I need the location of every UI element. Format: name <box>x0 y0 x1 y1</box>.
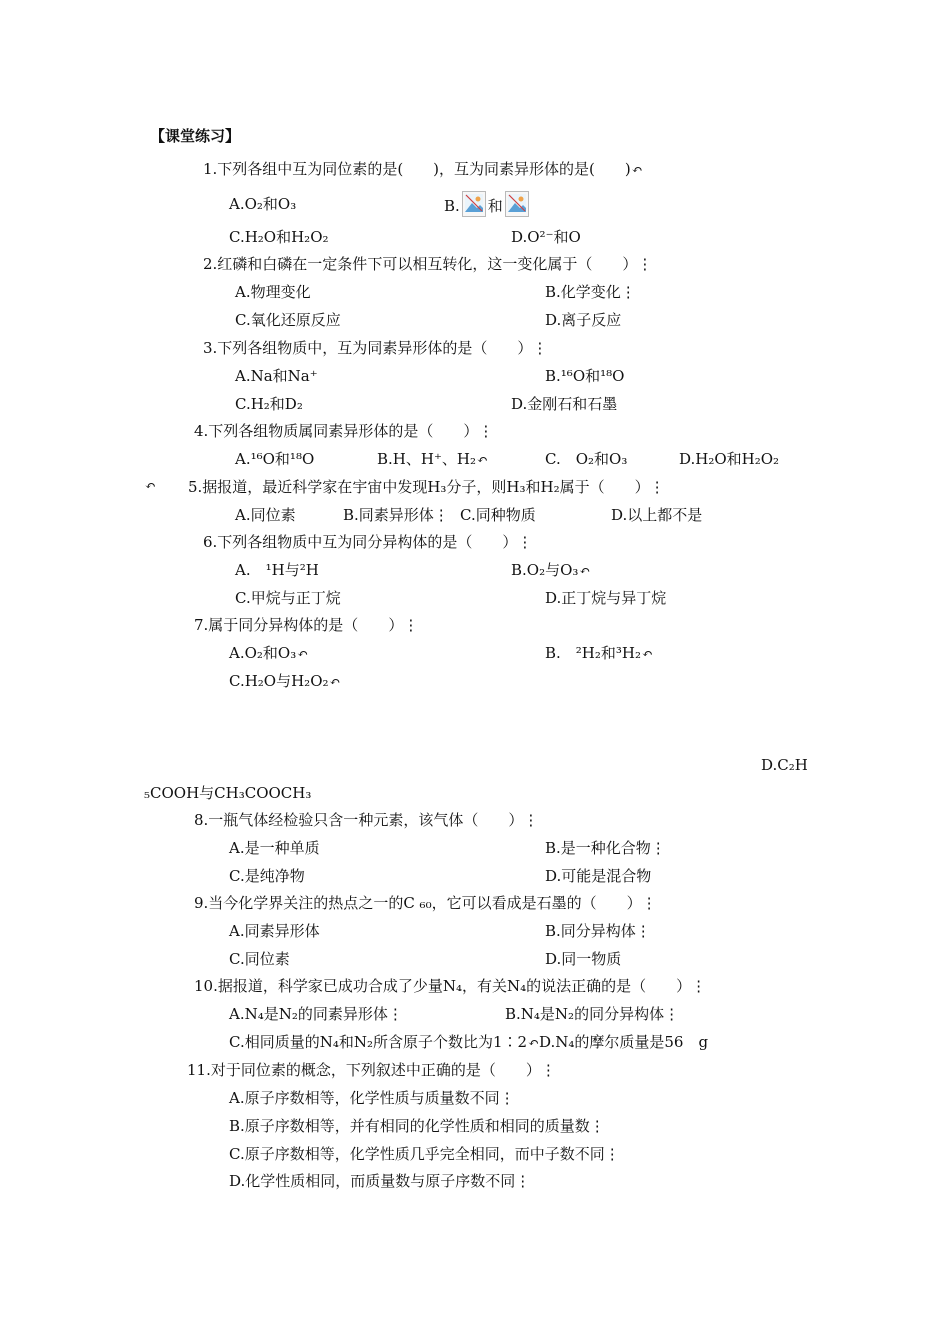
q5-option-b: B.同素异形体⋮ <box>343 506 449 524</box>
q6-option-c: C.甲烷与正丁烷 <box>235 589 341 607</box>
q4-option-c: C. O₂和O₃ <box>545 450 628 468</box>
return-marker-icon: ↶ <box>631 163 643 178</box>
q6-option-b-text: B.O₂与O₃ <box>511 561 579 579</box>
q10-option-c-d <box>229 1032 708 1054</box>
broken-image-icon <box>462 191 486 217</box>
return-marker-icon: ↶ <box>329 675 341 690</box>
q1-option-b-label: B. <box>444 197 460 215</box>
q6-option-b <box>511 560 590 582</box>
q7-option-d-part2: ₅COOH与CH₃COOCH₃ <box>144 784 312 802</box>
question-3: 3.下列各组物质中，互为同素异形体的是（ ）⋮ <box>203 339 548 357</box>
q11-option-d: D.化学性质相同，而质量数与原子序数不同⋮ <box>229 1172 531 1190</box>
q9-option-d: D.同一物质 <box>545 950 622 968</box>
q4-option-b-text: B.H、H⁺、H₂ <box>377 450 476 468</box>
q4-option-b <box>377 449 488 471</box>
q2-option-a: A.物理变化 <box>235 283 311 301</box>
q2-option-c: C.氧化还原反应 <box>235 311 341 329</box>
q6-option-d: D.正丁烷与异丁烷 <box>545 589 667 607</box>
q7-option-a-text: A.O₂和O₃ <box>229 644 297 662</box>
q8-option-b: B.是一种化合物⋮ <box>545 839 666 857</box>
q10-option-a: A.N₄是N₂的同素异形体⋮ <box>229 1005 403 1023</box>
question-9: 9.当今化学界关注的热点之一的C ₆₀，它可以看成是石墨的（ ）⋮ <box>194 894 657 912</box>
q10-option-c: C.相同质量的N₄和N₂所含原子个数比为1∶2 <box>229 1033 528 1051</box>
question-2: 2.红磷和白磷在一定条件下可以相互转化，这一变化属于（ ）⋮ <box>203 255 653 273</box>
q1-option-c: C.H₂O和H₂O₂ <box>229 228 329 246</box>
q9-option-a: A.同素异形体 <box>229 922 320 940</box>
section-title: 【课堂练习】 <box>150 127 241 145</box>
q10-option-b: B.N₄是N₂的同分异构体⋮ <box>505 1005 680 1023</box>
q3-option-d: D.金刚石和石墨 <box>511 395 618 413</box>
q4-option-d: D.H₂O和H₂O₂ <box>679 450 780 468</box>
question-8: 8.一瓶气体经检验只含一种元素，该气体（ ）⋮ <box>194 811 539 829</box>
q8-option-d: D.可能是混合物 <box>545 867 652 885</box>
q4-option-a: A.¹⁶O和¹⁸O <box>235 450 315 468</box>
question-6: 6.下列各组物质中互为同分异构体的是（ ）⋮ <box>203 533 533 551</box>
q5-option-a: A.同位素 <box>235 506 296 524</box>
q7-option-c <box>229 671 340 693</box>
question-11: 11.对于同位素的概念，下列叙述中正确的是（ ）⋮ <box>187 1061 556 1079</box>
q3-option-c: C.H₂和D₂ <box>235 395 303 413</box>
q1-option-b <box>444 191 531 217</box>
q9-option-b: B.同分异构体⋮ <box>545 922 651 940</box>
return-marker-icon: ↶ <box>528 1036 539 1051</box>
q1-option-a: A.O₂和O₃ <box>229 195 297 213</box>
return-marker-icon: ↶ <box>579 564 591 579</box>
q11-option-b: B.原子序数相等，并有相同的化学性质和相同的质量数⋮ <box>229 1117 605 1135</box>
q7-option-d-part1: D.C₂H <box>761 756 808 774</box>
q3-option-b: B.¹⁶O和¹⁸O <box>545 367 625 385</box>
q7-option-b-text: B. ²H₂和³H₂ <box>545 644 642 662</box>
q7-option-c-text: C.H₂O与H₂O₂ <box>229 672 329 690</box>
question-4: 4.下列各组物质属同素异形体的是（ ）⋮ <box>194 422 494 440</box>
return-marker-icon: ↶ <box>297 647 309 662</box>
q9-option-c: C.同位素 <box>229 950 290 968</box>
q7-option-a <box>229 643 308 665</box>
q6-option-a: A. ¹H与²H <box>235 561 319 579</box>
return-marker-icon: ↶ <box>145 479 156 494</box>
question-7: 7.属于同分异构体的是（ ）⋮ <box>194 616 419 634</box>
broken-image-icon <box>505 191 529 217</box>
question-1-stem: 1.下列各组中互为同位素的是( )，互为同素异形体的是( ) <box>203 160 631 178</box>
q8-option-a: A.是一种单质 <box>229 839 320 857</box>
return-marker-icon: ↶ <box>642 647 653 662</box>
return-marker-icon: ↶ <box>476 453 488 468</box>
question-5: 5.据报道，最近科学家在宇宙中发现H₃分子，则H₃和H₂属于（ ）⋮ <box>188 478 665 496</box>
q1-option-b-conj: 和 <box>487 197 503 215</box>
question-10: 10.据报道，科学家已成功合成了少量N₄，有关N₄的说法正确的是（ ）⋮ <box>194 977 707 995</box>
q3-option-a: A.Na和Na⁺ <box>235 367 318 385</box>
q2-option-d: D.离子反应 <box>545 311 622 329</box>
q11-option-a: A.原子序数相等，化学性质与质量数不同⋮ <box>229 1089 515 1107</box>
q5-option-c: C.同种物质 <box>460 506 536 524</box>
q5-option-d: D.以上都不是 <box>611 506 703 524</box>
q11-option-c: C.原子序数相等，化学性质几乎完全相同，而中子数不同⋮ <box>229 1145 620 1163</box>
q8-option-c: C.是纯净物 <box>229 867 305 885</box>
q2-option-b: B.化学变化⋮ <box>545 283 636 301</box>
q1-option-d: D.O²⁻和O <box>511 228 581 246</box>
q10-option-d: D.N₄的摩尔质量是56 g <box>538 1033 709 1051</box>
q7-option-b <box>545 643 653 665</box>
question-1 <box>203 159 643 181</box>
